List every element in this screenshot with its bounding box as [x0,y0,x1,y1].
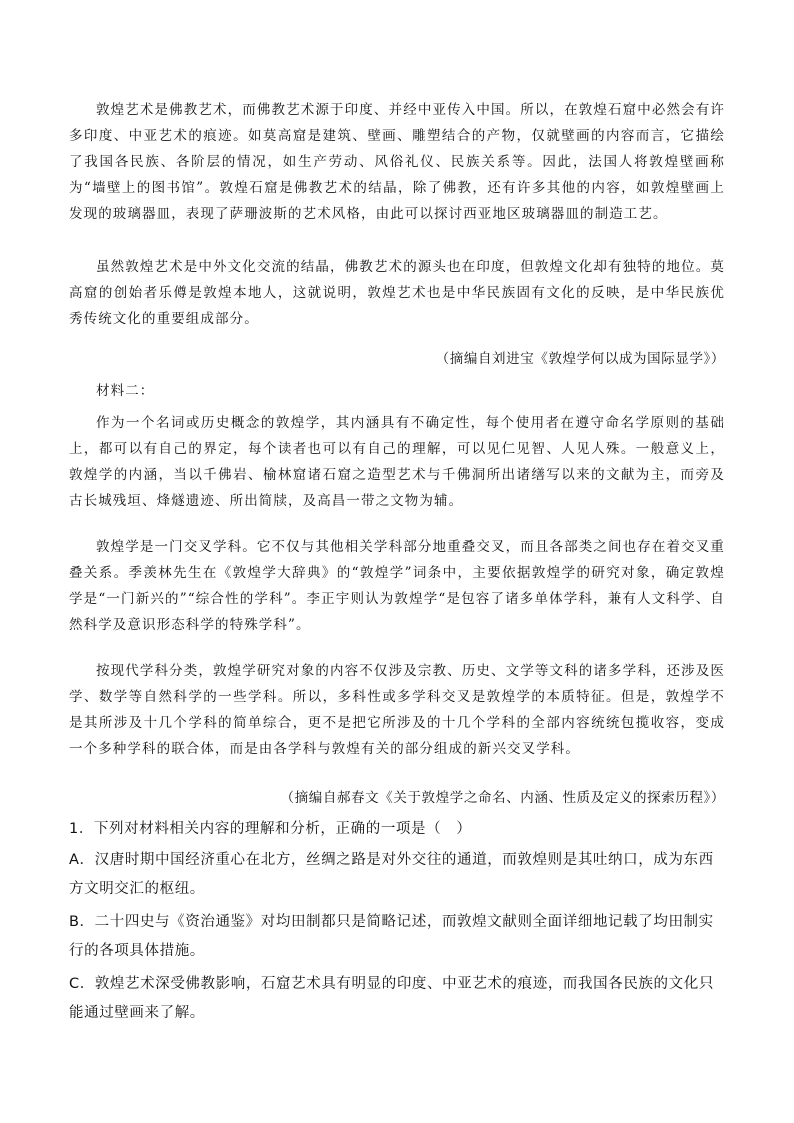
option-a[interactable]: A．汉唐时期中国经济重心在北方，丝绸之路是对外交往的通道，而敦煌则是其吐纳口，成为东西方文明交汇的枢纽。 [69,852,714,897]
material-one-source: （摘编自刘进宝《敦煌学何以成为国际显学》） [435,351,725,367]
material-one-paragraph-2: 虽然敦煌艺术是中外文化交流的结晶，佛教艺术的源头也在印度，但敦煌文化却有独特的地位。莫高窟的创始者乐僔是敦煌本地人，这就说明，敦煌艺术也是中华民族固有文化的反映，是中华民族优秀传统文化的重要组成部分。 [69,259,725,327]
option-b[interactable]: B．二十四史与《资治通鉴》对均田制都只是简略记述，而敦煌文献则全面详细地记载了均田制实行的各项具体措施。 [69,914,714,959]
option-c[interactable]: C．敦煌艺术深受佛教影响，石窟艺术具有明显的印度、中亚艺术的痕迹，而我国各民族的文化只能通过壁画来了解。 [69,976,714,1021]
material-two-label: 材料二： [96,383,155,399]
material-two-source: （摘编自郝春文《关于敦煌学之命名、内涵、性质及定义的探索历程》） [280,790,725,806]
material-one-paragraph-1: 敦煌艺术是佛教艺术，而佛教艺术源于印度、并经中亚传入中国。所以，在敦煌石窟中必然会有许多印度、中亚艺术的痕迹。如莫高窟是建筑、壁画、雕塑结合的产物，仅就壁画的内容而言，它描绘了我国各民族、各阶层的情况，如生产劳动、风俗礼仪、民族关系等。因此，法国人将敦煌壁画称为“墙壁上的图书馆”。敦煌石窟是佛教艺术的结晶，除了佛教，还有许多其他的内容，如敦煌壁画上发现的玻璃器皿，表现了萨珊波斯的艺术风格，由此可以探讨西亚地区玻璃器皿的制造工艺。 [69,102,725,222]
question-stem: 1．下列对材料相关内容的理解和分析，正确的一项是（ ） [69,821,472,837]
material-two-paragraph-1: 作为一个名词或历史概念的敦煌学，其内涵具有不确定性，每个使用者在遵守命名学原则的基础上，都可以有自己的界定，每个读者也可以有自己的理解，可以见仁见智、人见人殊。一般意义上，敦煌学的内涵，当以千佛岩、榆林窟诸石窟之造型艺术与千佛洞所出诸缮写以来的文献为主，而旁及古长城残垣、烽燧遗迹、所出简牍，及高昌一带之文物为辅。 [69,415,725,509]
material-two-paragraph-3: 按现代学科分类，敦煌学研究对象的内容不仅涉及宗教、历史、文学等文科的诸多学科，还涉及医学、数学等自然科学的一些学科。所以，多科性或多学科交叉是敦煌学的本质特征。但是，敦煌学不是其所涉及十几个学科的简单综合，更不是把它所涉及的十几个学科的全部内容统统包揽收容，变成一个多种学科的联合体，而是由各学科与敦煌有关的部分组成的新兴交叉学科。 [69,663,725,757]
material-two-paragraph-2: 敦煌学是一门交叉学科。它不仅与其他相关学科部分地重叠交叉，而且各部类之间也存在着交叉重叠关系。季羡林先生在《敦煌学大辞典》的“敦煌学”词条中，主要依据敦煌学的研究对象，确定敦煌学是“一门新兴的”“综合性的学科”。李正宇则认为敦煌学“是包容了诸多单体学科，兼有人文科学、自然科学及意识形态科学的特殊学科”。 [69,539,725,633]
